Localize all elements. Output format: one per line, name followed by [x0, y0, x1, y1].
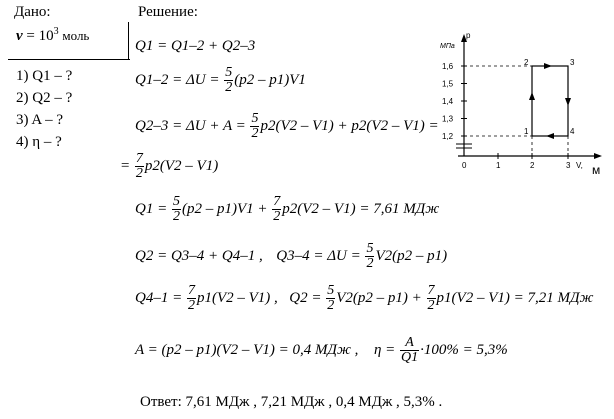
point-label-3: 3 [570, 58, 575, 67]
eq-5-right: p2(V2 – V1) = 7,61 МДж [282, 200, 440, 217]
p-axis-label: p [466, 31, 471, 40]
given-divider-horizontal [8, 59, 130, 60]
point-label-2: 2 [524, 58, 529, 67]
answer: Ответ: 7,61 МДж , 7,21 МДж , 0,4 МДж , 5,3% . [140, 394, 443, 410]
eq-2-left: Q1–2 = ΔU = [135, 71, 220, 88]
v-axis-label: V, [576, 161, 583, 170]
eq-4-left: = [120, 157, 131, 174]
eq-6-right2: V2(p2 – p1) [375, 247, 448, 264]
arrow-down-3-4 [565, 98, 571, 106]
eq-4 [120, 152, 218, 181]
x-tick-label: 3 [566, 161, 571, 170]
point-label-1: 1 [524, 127, 529, 136]
eq-6-right: Q3–4 = ΔU = [276, 247, 361, 264]
x-tick-label: 1 [496, 161, 501, 170]
eq-7-mid: p1(V2 – V1) , [196, 289, 278, 306]
point-label-4: 4 [570, 127, 575, 136]
v-axis-unit: м [592, 163, 601, 177]
eq-8 [135, 336, 508, 365]
fraction-a-q1: $\frac{A}{Q1}$ [401, 335, 419, 365]
fraction-7-2: $\frac{7}{2}$ [273, 194, 281, 224]
v-axis-arrow [594, 153, 602, 159]
y-tick-label: 1,2 [442, 132, 454, 141]
eq-4-right: p2(V2 – V1) [144, 157, 219, 174]
nu-symbol: ν [16, 28, 23, 44]
eq-7 [135, 284, 593, 313]
arrow-left-4-1 [546, 133, 554, 139]
eq-7-r2: p1(V2 – V1) = 7,21 МДж [436, 289, 594, 306]
eq-1: Q1 = Q1–2 + Q2–3 [135, 38, 256, 54]
fraction-5-2: $\frac{5}{2}$ [172, 194, 180, 224]
question-1: 1) Q1 – ? [16, 68, 73, 84]
y-tick-label: 1,3 [442, 114, 454, 124]
eq-2 [135, 66, 306, 95]
pv-graph [428, 28, 612, 188]
fraction-5-2: $\frac{5}{2}$ [327, 283, 335, 313]
y-tick-label: 1,6 [442, 62, 454, 71]
solution-title: Решение: [138, 4, 198, 20]
y-tick-label: 1,4 [442, 97, 454, 106]
eq-2-right: (p2 – p1)V1 [234, 71, 306, 88]
question-3: 3) A – ? [16, 112, 64, 128]
eq-3-mid: p2(V2 – V1) + p2(V2 – V1) = [260, 117, 439, 134]
eq-8-tail: ·100% = 5,3% [420, 341, 508, 358]
fraction-7-2: $\frac{7}{2}$ [135, 151, 143, 181]
fraction-5-2: $\frac{5}{2}$ [251, 111, 259, 141]
fraction-7-2: $\frac{7}{2}$ [427, 283, 435, 313]
given-title: Дано: [14, 4, 51, 20]
p-axis-unit: МПа [440, 43, 455, 50]
eq-8-work: A = (p2 – p1)(V2 – V1) = 0,4 МДж , [135, 341, 359, 358]
given-divider-vertical [128, 22, 129, 60]
eq-7-q2: Q2 = [289, 289, 322, 306]
eq-5 [135, 195, 439, 224]
eq-6-left: Q2 = Q3–4 + Q4–1 , [135, 247, 263, 264]
question-2: 2) Q2 – ? [16, 90, 73, 106]
eq-7-r1: V2(p2 – p1) + [336, 289, 422, 306]
nu-exponent: 3 [53, 26, 59, 37]
nu-unit: моль [62, 28, 90, 43]
eq-6 [135, 242, 447, 271]
eq-5-left: Q1 = [135, 200, 168, 217]
eq-8-eta: η = [373, 341, 396, 358]
x-tick-label: 0 [462, 161, 467, 170]
eq-5-mid: (p2 – p1)V1 + [181, 200, 268, 217]
fraction-5-2: $\frac{5}{2}$ [225, 65, 233, 95]
x-tick-label: 2 [530, 161, 535, 170]
nu-eq: = 10 [26, 28, 54, 44]
fraction-7-2: $\frac{7}{2}$ [187, 283, 195, 313]
y-tick-label: 1,5 [442, 79, 454, 89]
arrow-up-1-2 [529, 92, 535, 100]
eq-3 [135, 112, 439, 141]
arrow-right-2-3 [544, 63, 552, 69]
eq-3-left: Q2–3 = ΔU + A = [135, 117, 246, 134]
cycle-rectangle [532, 66, 568, 136]
nu-value [16, 26, 89, 45]
eq-7-left: Q4–1 = [135, 289, 183, 306]
fraction-5-2: $\frac{5}{2}$ [366, 241, 374, 271]
question-4: 4) η – ? [16, 134, 62, 150]
